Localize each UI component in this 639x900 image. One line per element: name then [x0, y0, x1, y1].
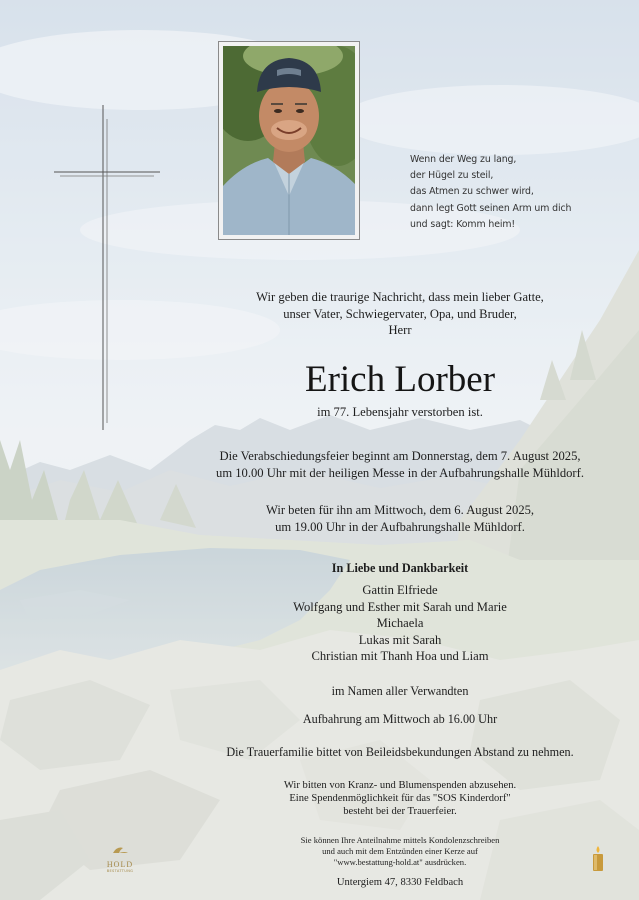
address: Untergiem 47, 8330 Feldbach — [336, 877, 464, 888]
mourner-name: Michaela — [376, 616, 424, 630]
relatives-line: im Namen aller Verwandten — [331, 684, 469, 698]
intro-line: Herr — [388, 323, 412, 337]
poem-line: Wenn der Weg zu lang, — [410, 154, 517, 165]
intro-line: unser Vater, Schwiegervater, Opa, und Bruder, — [283, 306, 517, 321]
condolence-note: Die Trauerfamilie bittet von Beileidsbekundungen Abstand zu nehmen. — [226, 745, 574, 759]
funeral-home-logo — [99, 842, 141, 872]
poem — [410, 152, 635, 233]
online-line: und auch mit dem Entzünden einer Kerze auf — [322, 846, 478, 857]
mourners-list — [160, 582, 639, 665]
intro-line: Wir geben die traurige Nachricht, dass mein lieber Gatte, — [256, 290, 544, 304]
mourner-name: Christian mit Thanh Hoa und Liam — [311, 649, 489, 663]
dove-icon — [99, 845, 141, 855]
donation-line: Wir bitten von Kranz- und Blumenspenden abzusehen. — [283, 780, 517, 791]
online-condolence-info — [160, 835, 639, 869]
cross-icon — [54, 105, 160, 430]
mourner-name: Lukas mit Sarah — [358, 632, 442, 647]
donation-line: besteht bei der Trauerfeier. — [343, 806, 457, 818]
logo-word: HOLD — [106, 860, 134, 869]
logo-subtitle: BESTATTUNG — [106, 869, 134, 873]
intro-text — [160, 289, 639, 339]
poem-line: dann legt Gott seinen Arm um dich — [410, 202, 572, 214]
mourner-name: Gattin Elfriede — [362, 583, 438, 597]
poem-line: der Hügel zu steil, — [410, 170, 494, 182]
donation-info — [160, 779, 639, 819]
prayer-info — [160, 502, 639, 535]
age-line: im 77. Lebensjahr verstorben ist. — [317, 405, 483, 419]
farewell-line: um 10.00 Uhr mit der heiligen Messe in der Aufbahrungshalle Mühldorf. — [216, 465, 584, 480]
prayer-line: um 19.00 Uhr in der Aufbahrungshalle Mühldorf. — [275, 519, 525, 534]
farewell-info — [160, 448, 639, 481]
donation-line: Eine Spendenmöglichkeit für das "SOS Kinderdorf" — [289, 793, 511, 805]
viewing-info: Aufbahrung am Mittwoch ab 16.00 Uhr — [302, 712, 498, 726]
deceased-name: Erich Lorber — [304, 359, 496, 400]
mourners-heading: In Liebe und Dankbarkeit — [331, 561, 469, 575]
poem-line: das Atmen zu schwer wird, — [410, 186, 534, 198]
poem-line: und sagt: Komm heim! — [410, 218, 516, 230]
online-line: Sie können Ihre Anteilnahme mittels Kondolenzschreiben — [300, 835, 500, 845]
portrait-photo — [218, 41, 360, 240]
candle-icon — [591, 846, 605, 872]
online-line: "www.bestattung-hold.at" ausdrücken. — [333, 857, 467, 868]
prayer-line: Wir beten für ihn am Mittwoch, dem 6. August 2025, — [265, 503, 535, 517]
farewell-line: Die Verabschiedungsfeier beginnt am Donnerstag, dem 7. August 2025, — [219, 449, 581, 463]
mourner-name: Wolfgang und Esther mit Sarah und Marie — [293, 599, 507, 614]
